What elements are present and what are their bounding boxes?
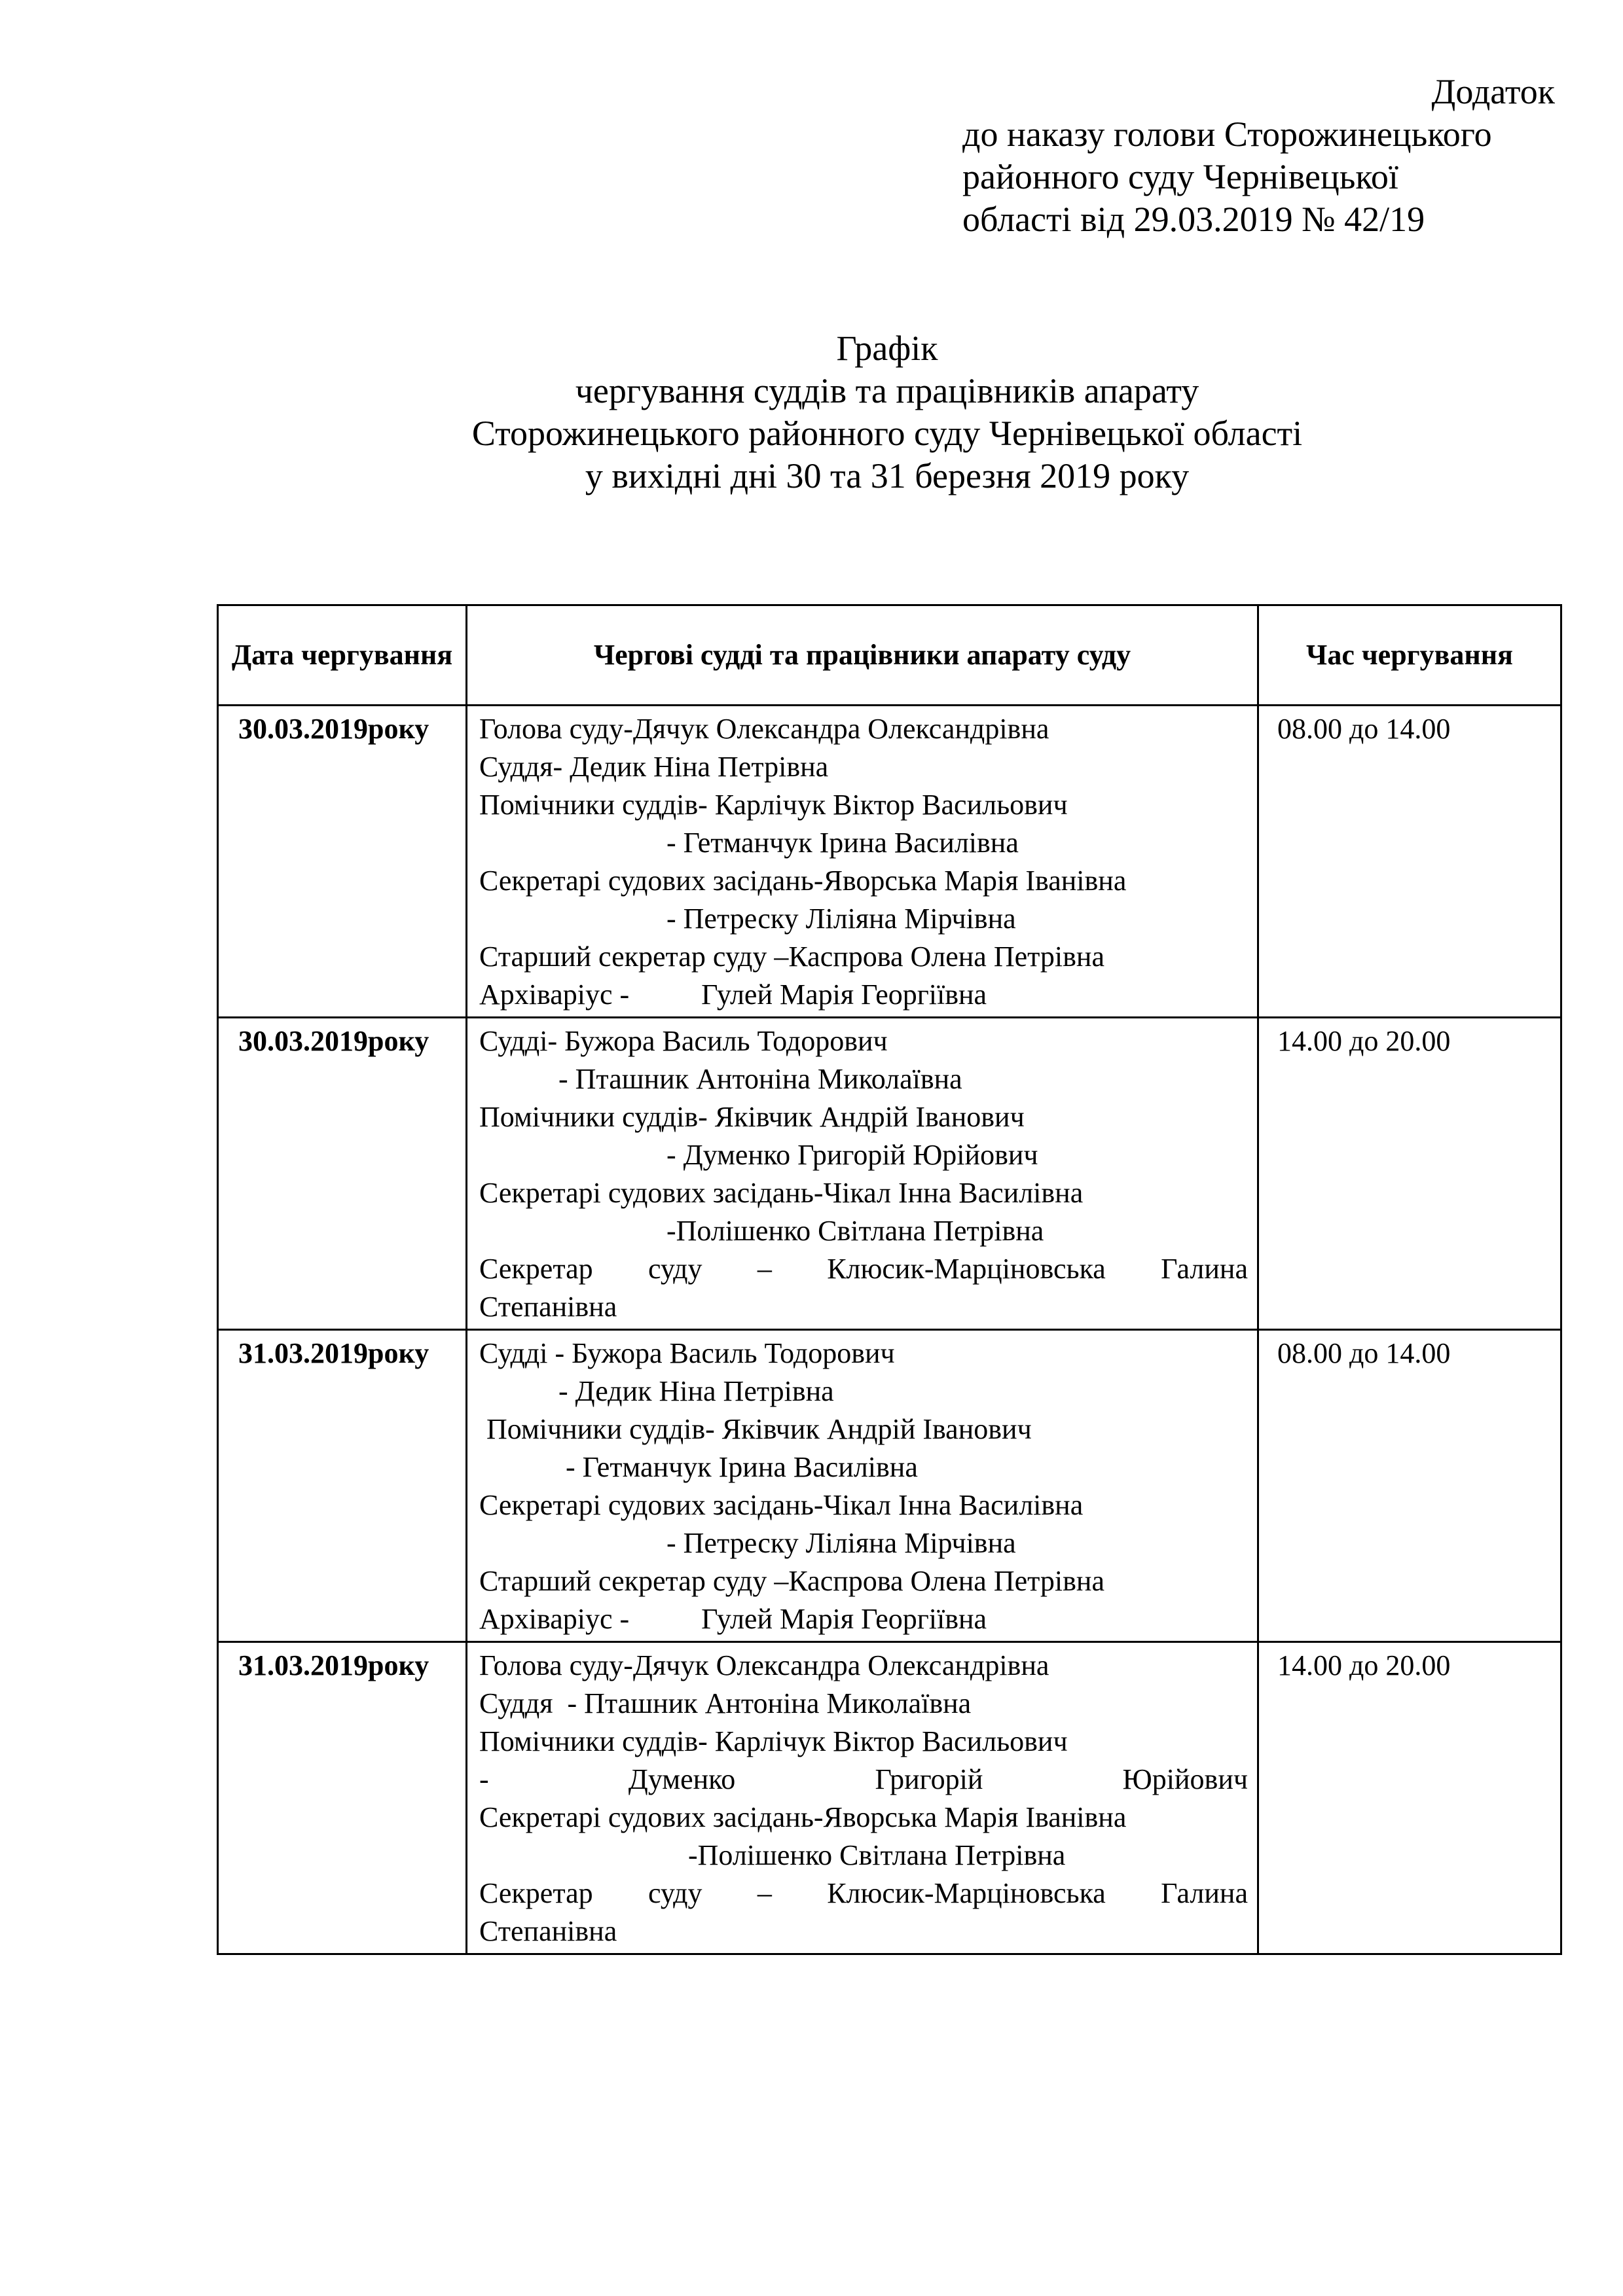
duty-date: 30.03.2019року xyxy=(218,706,467,1018)
duty-time: 08.00 до 14.00 xyxy=(1258,1330,1561,1642)
table-row xyxy=(218,1330,1561,1642)
document-title xyxy=(216,327,1558,497)
staff-line: Старший секретар суду –Каспрова Олена Петрівна xyxy=(479,1565,1104,1597)
duty-date: 30.03.2019року xyxy=(218,1018,467,1330)
staff-line: -Полішенко Світлана Петрівна xyxy=(479,1839,1066,1871)
duty-time: 08.00 до 14.00 xyxy=(1258,706,1561,1018)
staff-line: Секретар суду – Клюсик-Марціновська Галина xyxy=(479,1253,1248,1285)
staff-line: -Полішенко Світлана Петрівна xyxy=(479,1215,1044,1247)
staff-line: Помічники суддів- Яківчик Андрій Іванович xyxy=(479,1101,1025,1133)
staff-line: - Гетманчук Ірина Василівна xyxy=(479,827,1019,859)
table-row xyxy=(218,706,1561,1018)
duty-date: 31.03.2019року xyxy=(218,1330,467,1642)
staff-line: - Дедик Ніна Петрівна xyxy=(479,1375,834,1407)
staff-line: Голова суду-Дячук Олександра Олександрівна xyxy=(479,1649,1049,1681)
duty-staff xyxy=(467,706,1258,1018)
table-row xyxy=(218,1642,1561,1954)
title-line: у вихідні дні 30 та 31 березня 2019 року xyxy=(585,456,1190,495)
staff-line: Архіваріус - Гулей Марія Георгіївна xyxy=(479,1603,987,1635)
staff-line: - Пташник Антоніна Миколаївна xyxy=(479,1063,962,1095)
duty-staff xyxy=(467,1330,1258,1642)
staff-line: Старший секретар суду –Каспрова Олена Петрівна xyxy=(479,941,1104,973)
appendix-line: області від 29.03.2019 № 42/19 xyxy=(962,200,1425,239)
table-row xyxy=(218,1018,1561,1330)
staff-line: Секретарі судових засідань-Чікал Інна Василівна xyxy=(479,1177,1084,1209)
appendix-line: районного суду Чернівецької xyxy=(962,157,1398,196)
staff-line: - Петреску Ліліяна Мірчівна xyxy=(479,903,1016,935)
title-line: Сторожинецького районного суду Чернівецької області xyxy=(471,414,1303,453)
staff-line: Суддя - Пташник Антоніна Миколаївна xyxy=(479,1687,972,1719)
duty-time: 14.00 до 20.00 xyxy=(1258,1018,1561,1330)
duty-date: 31.03.2019року xyxy=(218,1642,467,1954)
header-date: Дата чергування xyxy=(218,605,467,706)
staff-line: Архіваріус - Гулей Марія Георгіївна xyxy=(479,978,987,1011)
duty-staff xyxy=(467,1642,1258,1954)
duty-time: 14.00 до 20.00 xyxy=(1258,1642,1561,1954)
staff-line: - Думенко Григорій Юрійович xyxy=(479,1763,1248,1795)
duty-staff xyxy=(467,1018,1258,1330)
staff-line: Судді- Бужора Василь Тодорович xyxy=(479,1025,888,1057)
staff-line: Помічники суддів- Карлічук Віктор Васильович xyxy=(479,789,1068,821)
staff-line: Суддя- Дедик Ніна Петрівна xyxy=(479,751,829,783)
title-line: чергування суддів та працівників апарату xyxy=(575,371,1199,410)
staff-line: - Петреску Ліліяна Мірчівна xyxy=(479,1527,1016,1559)
staff-line: Секретарі судових засідань-Чікал Інна Василівна xyxy=(479,1489,1084,1521)
staff-line: Голова суду-Дячук Олександра Олександрівна xyxy=(479,713,1049,745)
appendix-heading: Додаток xyxy=(1431,72,1555,111)
staff-line: Судді - Бужора Василь Тодорович xyxy=(479,1337,895,1369)
table-header-row xyxy=(218,605,1561,706)
staff-line: - Думенко Григорій Юрійович xyxy=(479,1139,1038,1171)
header-time: Час чергування xyxy=(1258,605,1561,706)
staff-line: Степанівна xyxy=(479,1291,617,1323)
staff-line: - Гетманчук Ірина Василівна xyxy=(479,1451,918,1483)
staff-line: Помічники суддів- Карлічук Віктор Васильович xyxy=(479,1725,1068,1757)
staff-line: Секретар суду – Клюсик-Марціновська Галина xyxy=(479,1877,1248,1909)
staff-line: Степанівна xyxy=(479,1915,617,1947)
staff-line: Секретарі судових засідань-Яворська Марія Іванівна xyxy=(479,865,1127,897)
header-duty: Чергові судді та працівники апарату суду xyxy=(467,605,1258,706)
staff-line: Секретарі судових засідань-Яворська Марія Іванівна xyxy=(479,1801,1127,1833)
appendix-line: до наказу голови Сторожинецького xyxy=(962,115,1492,154)
title-heading: Графік xyxy=(836,329,938,368)
staff-line: Помічники суддів- Яківчик Андрій Іванович xyxy=(479,1413,1032,1445)
duty-schedule-table xyxy=(217,604,1562,1955)
appendix-block xyxy=(962,71,1584,241)
